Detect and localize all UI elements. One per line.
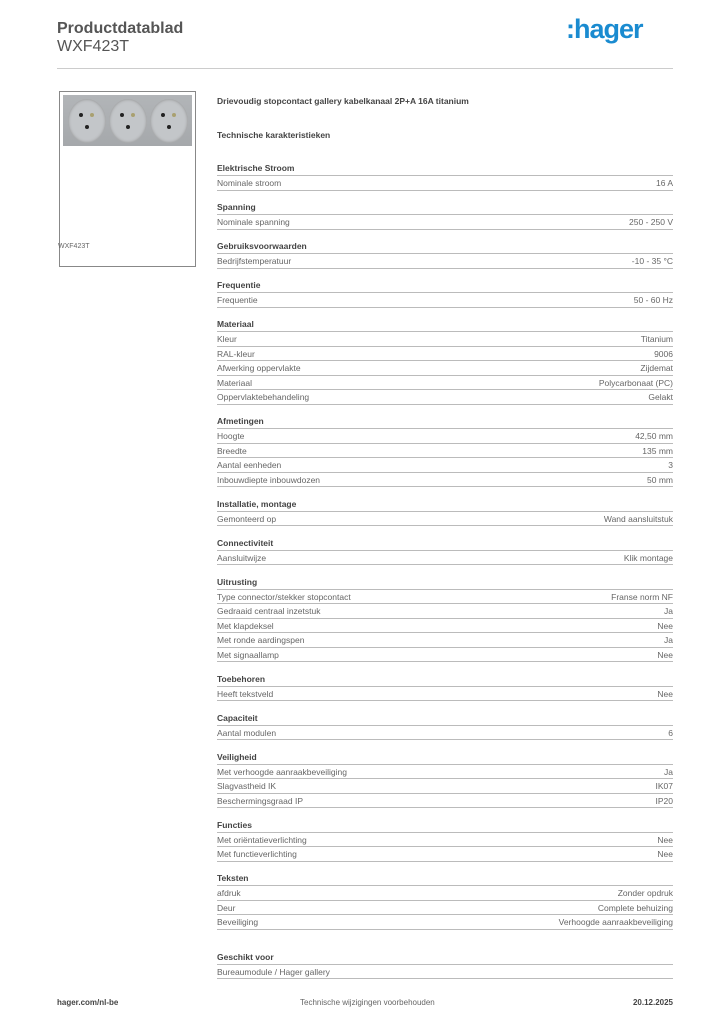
spec-row [217, 965, 673, 980]
spec-section [217, 536, 673, 566]
spec-section [217, 818, 673, 862]
spec-label: Afwerking oppervlakte [217, 363, 301, 373]
section-title: Materiaal [217, 317, 673, 332]
spec-label: Aantal modulen [217, 727, 277, 738]
spec-value: 6 [668, 727, 673, 738]
spec-row [217, 551, 673, 566]
spec-label: Met oriëntatieverlichting [217, 834, 307, 845]
spec-row [217, 833, 673, 848]
spec-value: Verhoogde aanraakbeveiliging [558, 917, 673, 927]
spec-section [217, 672, 673, 702]
spec-section [217, 200, 673, 230]
footer-website[interactable]: hager.com/nl-be [57, 998, 119, 1007]
spec-label: Breedte [217, 445, 247, 456]
spec-value: Complete behuizing [597, 902, 673, 913]
spec-section [217, 750, 673, 809]
spec-section [217, 239, 673, 269]
spec-label: Bedrijfstemperatuur [217, 256, 292, 266]
spec-value: IP20 [655, 795, 673, 806]
section-title: Elektrische Stroom [217, 161, 673, 176]
image-caption: WXF423T [58, 243, 90, 250]
spec-row [217, 390, 673, 405]
spec-row [217, 215, 673, 230]
spec-row [217, 590, 673, 605]
spec-label: Oppervlaktebehandeling [217, 392, 310, 402]
spec-value: Ja [664, 635, 673, 645]
section-title: Teksten [217, 871, 673, 886]
spec-label: Met klapdeksel [217, 620, 274, 631]
section-title: Geschikt voor [217, 950, 673, 965]
footer-disclaimer: Technische wijzigingen voorbehouden [300, 998, 435, 1007]
spec-label: Met signaallamp [217, 649, 279, 660]
spec-section [217, 317, 673, 405]
spec-value: 135 mm [642, 445, 673, 456]
section-title: Frequentie [217, 278, 673, 293]
spec-value: -10 - 35 °C [631, 256, 673, 266]
spec-row [217, 901, 673, 916]
spec-value: IK07 [655, 781, 673, 791]
spec-value: Nee [657, 649, 673, 660]
spec-row [217, 847, 673, 862]
hager-logo: :hager [566, 14, 643, 44]
section-title: Afmetingen [217, 414, 673, 429]
spec-sections [217, 161, 673, 930]
section-title: Installatie, montage [217, 497, 673, 512]
product-code: WXF423T [57, 38, 130, 55]
spec-row [217, 254, 673, 269]
spec-label: Met functieverlichting [217, 849, 297, 859]
header-divider [57, 68, 673, 69]
spec-value: Nee [657, 834, 673, 845]
spec-value: 16 A [655, 178, 673, 188]
spec-label: Beschermingsgraad IP [217, 795, 303, 806]
spec-row [217, 376, 673, 391]
spec-value: Zijdemat [640, 363, 673, 373]
spec-label: RAL-kleur [217, 348, 255, 359]
spec-row [217, 429, 673, 444]
spec-label: Materiaal [217, 377, 252, 388]
product-image-frame [59, 91, 196, 267]
spec-label: Beveiliging [217, 917, 259, 927]
product-name: Drievoudig stopcontact gallery kabelkanaal 2P+A 16A titanium [217, 96, 469, 106]
product-image [63, 95, 192, 146]
spec-label: Aansluitwijze [217, 552, 267, 563]
spec-label: Gemonteerd op [217, 513, 277, 524]
spec-label: Deur [217, 902, 236, 913]
spec-row [217, 458, 673, 473]
spec-label: Nominale stroom [217, 178, 282, 188]
spec-value: 42,50 mm [635, 431, 673, 441]
section-title: Spanning [217, 200, 673, 215]
spec-value: Zonder opdruk [617, 888, 673, 898]
page-title: Productdatablad [57, 20, 184, 37]
spec-value: Wand aansluitstuk [603, 513, 673, 524]
section-title: Capaciteit [217, 711, 673, 726]
spec-row [217, 794, 673, 809]
spec-row [217, 176, 673, 191]
spec-section [217, 711, 673, 741]
spec-value: 3 [668, 460, 673, 470]
spec-content [217, 96, 673, 989]
spec-value: Ja [664, 766, 673, 777]
spec-label: Heeft tekstveld [217, 688, 274, 699]
spec-label: Bureaumodule / Hager gallery [217, 966, 330, 977]
spec-section [217, 497, 673, 527]
spec-row [217, 347, 673, 362]
spec-label: Kleur [217, 334, 237, 344]
spec-row [217, 619, 673, 634]
spec-label: Type connector/stekker stopcontact [217, 591, 351, 602]
spec-value: Nee [657, 849, 673, 859]
spec-section [217, 161, 673, 191]
spec-label: Inbouwdiepte inbouwdozen [217, 474, 321, 485]
spec-label: Nominale spanning [217, 217, 290, 227]
spec-value: Franse norm NF [611, 591, 673, 602]
spec-row [217, 765, 673, 780]
tech-heading: Technische karakteristieken [217, 130, 331, 140]
spec-value: 9006 [654, 348, 673, 359]
spec-label: Gedraaid centraal inzetstuk [217, 606, 321, 616]
spec-value: Polycarbonaat (PC) [598, 377, 673, 388]
spec-row [217, 687, 673, 702]
spec-value: Gelakt [648, 392, 673, 402]
section-title: Functies [217, 818, 673, 833]
spec-section [217, 871, 673, 930]
spec-row [217, 648, 673, 663]
spec-value: Klik montage [623, 552, 673, 563]
section-title: Veiligheid [217, 750, 673, 765]
spec-row [217, 604, 673, 619]
spec-value: 250 - 250 V [629, 217, 673, 227]
spec-row [217, 473, 673, 488]
section-title: Connectiviteit [217, 536, 673, 551]
spec-value: Nee [657, 620, 673, 631]
spec-value: Titanium [640, 334, 673, 344]
spec-row [217, 444, 673, 459]
section-title: Uitrusting [217, 575, 673, 590]
spec-label: Slagvastheid IK [217, 781, 277, 791]
spec-section [217, 278, 673, 308]
spec-section [217, 414, 673, 487]
section-title: Toebehoren [217, 672, 673, 687]
spec-value: Nee [657, 688, 673, 699]
spec-value: Ja [664, 606, 673, 616]
spec-row [217, 512, 673, 527]
spec-row [217, 915, 673, 930]
spec-label: afdruk [217, 888, 241, 898]
spec-label: Hoogte [217, 431, 245, 441]
spec-section [217, 575, 673, 663]
spec-label: Met verhoogde aanraakbeveiliging [217, 766, 347, 777]
spec-row [217, 361, 673, 376]
section-title: Gebruiksvoorwaarden [217, 239, 673, 254]
spec-row [217, 726, 673, 741]
spec-row [217, 293, 673, 308]
spec-row [217, 633, 673, 648]
spec-row [217, 779, 673, 794]
spec-label: Frequentie [217, 295, 258, 305]
spec-row [217, 332, 673, 347]
spec-label: Met ronde aardingspen [217, 635, 305, 645]
spec-section-suitable [217, 950, 673, 980]
spec-row [217, 886, 673, 901]
spec-value: 50 - 60 Hz [633, 295, 673, 305]
spec-value: 50 mm [647, 474, 673, 485]
footer-date: 20.12.2025 [632, 998, 673, 1007]
spec-label: Aantal eenheden [217, 460, 282, 470]
